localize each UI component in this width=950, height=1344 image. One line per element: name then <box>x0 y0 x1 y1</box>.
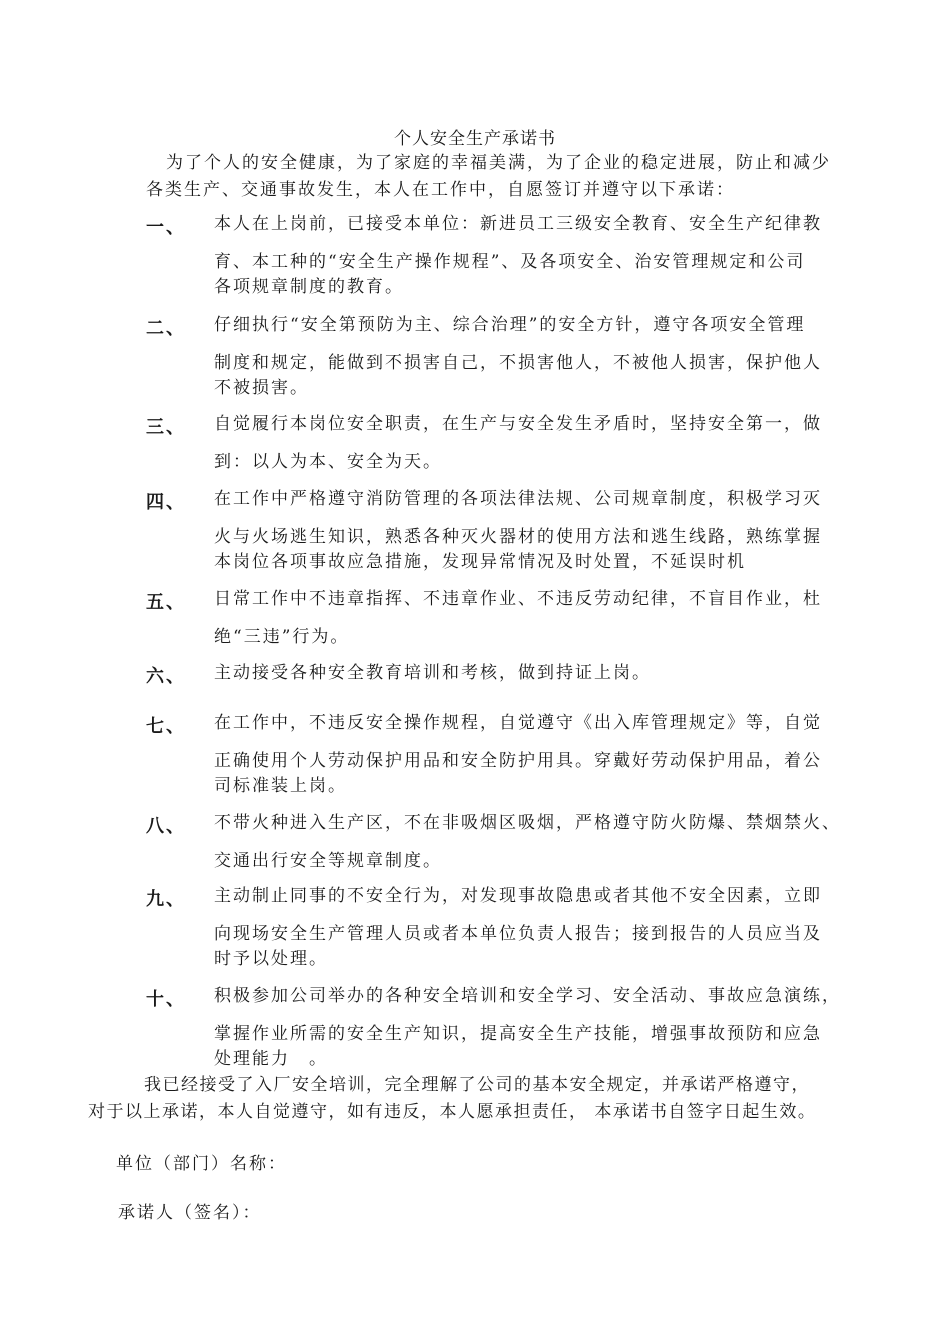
item-line: 到：以人为本、安全为天。 <box>214 452 442 472</box>
unit-department-field: 单位（部门）名称： <box>116 1154 287 1174</box>
item-number: 八、 <box>146 816 186 837</box>
item-line: 制度和规定，能做到不损害自己，不损害他人，不被他人损害，保护他人 <box>214 353 822 373</box>
item-line: 时予以处理。 <box>214 949 328 969</box>
item-text <box>214 985 854 1073</box>
item-number: 三、 <box>146 417 186 438</box>
signer-signature-field: 承诺人（签名）： <box>118 1203 262 1223</box>
item-number: 七、 <box>146 716 186 737</box>
item-number: 十、 <box>146 989 186 1010</box>
document-title: 个人安全生产承诺书 <box>394 129 556 149</box>
item-line: 司标准装上岗。 <box>214 776 347 796</box>
item-line: 处理能力 。 <box>214 1049 328 1069</box>
item-line: 各项规章制度的教育。 <box>214 277 404 297</box>
item-line: 正确使用个人劳动保护用品和安全防护用具。穿戴好劳动保护用品，着公 <box>214 751 822 771</box>
item-line: 向现场安全生产管理人员或者本单位负责人报告；接到报告的人员应当及 <box>214 924 822 944</box>
item-number: 二、 <box>146 318 186 339</box>
item-number: 五、 <box>146 592 186 613</box>
intro-line: 各类生产、交通事故发生，本人在工作中，自愿签订并遵守以下承诺： <box>146 180 735 200</box>
item-line: 自觉履行本岗位安全职责，在生产与安全发生矛盾时，坚持安全第一，做 <box>214 414 822 434</box>
item-line: 积极参加公司举办的各种安全培训和安全学习、安全活动、事故应急演练， <box>214 986 841 1006</box>
item-number: 四、 <box>146 492 186 513</box>
item-line: 绝“三违”行为。 <box>214 627 350 647</box>
item-line: 主动接受各种安全教育培训和考核，做到持证上岗。 <box>214 663 651 683</box>
item-number: 九、 <box>146 889 186 910</box>
item-text <box>214 662 854 700</box>
item-line: 日常工作中不违章指挥、不违章作业、不违反劳动纪律，不盲目作业，杜 <box>214 589 822 609</box>
item-line: 本人在上岗前，已接受本单位：新进员工三级安全教育、安全生产纪律教 <box>214 214 822 234</box>
item-line: 火与火场逃生知识，熟悉各种灭火器材的使用方法和逃生线路，熟练掌握 <box>214 527 822 547</box>
item-line: 掌握作业所需的安全生产知识，提高安全生产技能，增强事故预防和应急 <box>214 1024 822 1044</box>
closing-line: 对于以上承诺，本人自觉遵守，如有违反，本人愿承担责任， 本承诺书自签字日起生效。 <box>88 1102 817 1122</box>
item-number: 六、 <box>146 666 186 687</box>
intro-line: 为了个人的安全健康，为了家庭的幸福美满，为了企业的稳定进展，防止和减少 <box>166 153 831 173</box>
item-line: 不被损害。 <box>214 378 309 398</box>
item-line: 主动制止同事的不安全行为，对发现事故隐患或者其他不安全因素，立即 <box>214 886 822 906</box>
item-number: 一、 <box>146 217 186 238</box>
item-text <box>214 213 854 301</box>
item-line: 交通出行安全等规章制度。 <box>214 851 442 871</box>
item-text <box>214 712 854 800</box>
intro-paragraph <box>146 150 866 204</box>
item-line: 仔细执行“安全第预防为主、综合治理”的安全方针，遵守各项安全管理 <box>214 315 806 335</box>
item-text <box>214 588 854 651</box>
closing-line: 我已经接受了入厂安全培训，完全理解了公司的基本安全规定，并承诺严格遵守， <box>144 1075 810 1095</box>
item-text <box>214 885 854 973</box>
item-line: 育、本工种的“安全生产操作规程”、及各项安全、治安管理规定和公司 <box>214 252 806 272</box>
item-text <box>214 413 854 476</box>
item-line: 本岗位各项事故应急措施，发现异常情况及时处置，不延误时机 <box>214 552 746 572</box>
item-text <box>214 488 854 576</box>
item-text <box>214 314 854 402</box>
item-text <box>214 812 854 875</box>
closing-paragraph <box>88 1072 888 1126</box>
item-line: 在工作中严格遵守消防管理的各项法律法规、公司规章制度，积极学习灭 <box>214 489 822 509</box>
item-line: 在工作中，不违反安全操作规程，自觉遵守《出入库管理规定》等，自觉 <box>214 713 822 733</box>
item-line: 不带火种进入生产区，不在非吸烟区吸烟，严格遵守防火防爆、禁烟禁火、 <box>214 813 841 833</box>
